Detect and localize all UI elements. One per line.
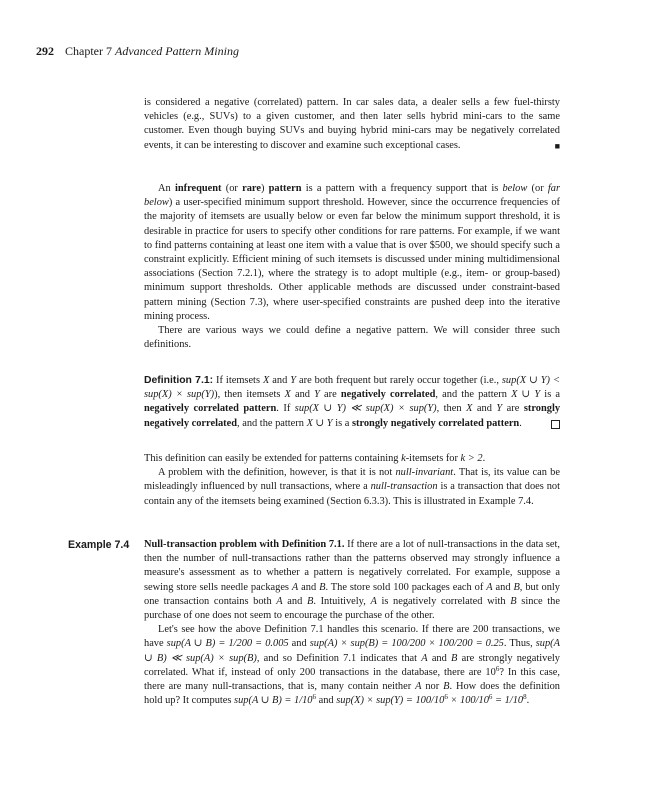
superscript: 6	[444, 693, 448, 702]
text-run: , then	[436, 403, 467, 415]
formula: sup(X ∪ Y) < sup(X) × sup(Y)	[144, 375, 560, 401]
text-run: is a	[332, 417, 352, 429]
formula: = 1/10	[492, 695, 524, 707]
running-header	[36, 44, 239, 59]
term-strongly-negatively-correlated-pattern: strongly negatively correlated pattern	[351, 417, 520, 429]
text-run: An	[158, 183, 175, 194]
text-run: is a transaction that does not contain any of the itemsets being examined (Section 6.3.3). This is illustrated in Example 7.4.	[144, 481, 560, 507]
text-run: and	[427, 652, 452, 664]
formula: k > 2	[460, 453, 483, 464]
emph-null-transaction: null-transaction	[370, 481, 438, 493]
text-run: . The store sold 100 packages each of	[325, 581, 487, 593]
formula: sup(A ∪ B) ≪ sup(A) × sup(B)	[144, 638, 560, 664]
superscript: 6	[495, 664, 500, 673]
superscript: 8	[523, 693, 527, 702]
var-y: Y	[290, 375, 297, 386]
var-a: A	[486, 581, 493, 593]
text-run: and	[316, 695, 337, 707]
formula: sup(X ∪ Y) ≪ sup(X) × sup(Y)	[294, 403, 437, 415]
paragraph-rare-pattern	[144, 182, 560, 352]
text-run: , and so Definition 7.1 indicates that	[256, 652, 422, 664]
var-k: k	[401, 453, 406, 464]
emph-far-below: far below	[144, 183, 561, 209]
formula: sup(A ∪ B) = 1/200 = 0.005	[166, 638, 289, 650]
example-label: Example 7.4	[68, 539, 130, 551]
text-run: .	[519, 417, 522, 429]
text-run: and	[269, 375, 291, 386]
text-run: and	[492, 581, 514, 593]
var-b: B	[306, 595, 314, 607]
chapter-label: Chapter 7	[65, 44, 112, 58]
definition-7-1	[144, 374, 560, 431]
superscript: 6	[312, 693, 316, 702]
var-y: Y	[314, 389, 320, 401]
term-infrequent: infrequent	[174, 183, 222, 194]
text-run: . Intuitively,	[313, 595, 371, 607]
text-run: are	[319, 389, 341, 401]
example-title: Null-transaction problem with Definition 7.1.	[144, 539, 345, 550]
emph-null-invariant: null-invariant	[395, 467, 454, 479]
var-b: B	[319, 581, 326, 593]
var-x: X	[466, 403, 473, 415]
paragraph-text: is considered a negative (correlated) pattern. In car sales data, a dealer sells a few fuel-thirsty vehicles (e.g., SUVs) to a given customer, and then later sells hybrid mini-cars to the same customer. Even though buying SUVs and buying hybrid mini-cars may be negatively correlated events, it can be interesting to discover and examine such exceptional cases.	[144, 97, 560, 151]
text-run: is negatively correlated with	[376, 595, 511, 607]
text-run: There are various ways we could define a negative pattern. We will consider three such definitions.	[144, 325, 560, 351]
text-run: -itemsets for	[405, 453, 461, 464]
superscript: 6	[488, 693, 493, 702]
var-y: Y	[496, 403, 503, 415]
paragraph-intro	[144, 96, 560, 153]
text-run: .	[482, 453, 486, 464]
paragraph-null-invariant	[144, 466, 560, 509]
text-run: and	[288, 638, 310, 650]
term-strongly-negatively-correlated: strongly negatively correlated	[144, 403, 561, 429]
var-b: B	[443, 681, 450, 693]
var-b: B	[451, 652, 458, 664]
formula: sup(A ∪ B) = 1/10	[234, 695, 313, 707]
text-run: and	[290, 389, 315, 401]
text-run: This definition can easily be extended for patterns containing	[144, 453, 402, 464]
text-run: and	[298, 581, 320, 593]
var-a: A	[421, 652, 428, 664]
var-x: X	[284, 389, 291, 401]
formula: sup(A) × sup(B) = 100/200 × 100/200 = 0.25	[309, 638, 504, 650]
text-run: . Thus,	[503, 638, 536, 650]
text-run: If there are a lot of null-transactions in the data set, then the number of null-transactions rather than the patterns observed may strongly influence a measure's assessment as to whether a pattern is negatively correlated. For example, suppose a sewing store sells needle packages	[144, 539, 560, 593]
text-run: and	[282, 595, 307, 607]
var-a: A	[415, 681, 422, 693]
definition-label: Definition 7.1:	[144, 375, 214, 386]
text-run: , but only one transaction contains both	[144, 581, 560, 607]
term-rare: rare	[242, 183, 261, 194]
text-run: . How does the definition hold up? It computes	[144, 681, 561, 707]
text-run: is a	[540, 389, 560, 401]
text-run: Let's see how the above Definition 7.1 handles this scenario. If there are 200 transactions, we have	[144, 624, 560, 650]
text-run: are	[502, 403, 524, 415]
text-run: , and the pattern	[237, 417, 307, 429]
text-run: are strongly negatively correlated. What if, instead of only 200 transactions in the database, there are 10	[144, 652, 561, 678]
paragraph-three-definitions	[144, 324, 560, 352]
text-run: )	[260, 183, 269, 194]
var-a: A	[276, 595, 283, 607]
term-pattern: pattern	[268, 183, 302, 194]
text-run: A problem with the definition, however, is that it is not	[158, 467, 396, 479]
text-run: (or	[221, 183, 243, 194]
emph-below: below	[502, 183, 528, 194]
text-run: and	[472, 403, 497, 415]
text-run: since the purchase of one does not seem to encourage the purchase of the other.	[144, 595, 560, 622]
example-paragraph-2	[144, 623, 560, 708]
page-number: 292	[36, 44, 54, 58]
term-negatively-correlated-pattern: negatively correlated pattern	[144, 403, 277, 415]
example-7-4	[144, 538, 560, 708]
end-of-definition-box	[551, 420, 560, 429]
end-of-example-mark: ■	[554, 140, 560, 151]
text-run: , and the pattern	[435, 389, 512, 401]
text-run: ) a user-specified minimum support threshold. However, since the occurrence frequencies of the majority of itemsets are usually below or even far below the minimum support threshold, it is desirable in practice for users to specify other conditions for rare patterns. For example, if we want to find patterns containing at least one item with a value that is over $500, we should specify such a constraint explicitly. Efficient mining of such itemsets is discussed under mining multidimensional associations (Section 7.2.1), where the strategy is to adopt multiple (e.g., item- or group-based) minimum support thresholds. Other applicable methods are discussed under constraint-based pattern mining (Section 7.3), where user-specified constraints are pushed deep into the iterative mining process.	[144, 197, 560, 322]
formula: sup(X) × sup(Y) = 100/10	[336, 695, 445, 707]
paragraph-extension	[144, 452, 560, 509]
text-run: . If	[276, 403, 295, 415]
chapter-title: Advanced Pattern Mining	[115, 44, 239, 58]
text-run: .	[526, 695, 530, 707]
var-x: X	[262, 375, 270, 386]
text-run: . That is, its value can be misleadingly influenced by null transactions, where a	[144, 467, 560, 493]
text-run: are both frequent but rarely occur together (i.e.,	[296, 375, 502, 386]
text-run: (or	[527, 183, 548, 194]
term-negatively-correlated: negatively correlated	[340, 389, 436, 401]
text-run: nor	[421, 681, 444, 693]
var-b: B	[510, 595, 517, 607]
text-run: ), then itemsets	[214, 389, 285, 401]
var-b: B	[513, 581, 520, 593]
var-a: A	[370, 595, 377, 607]
formula: X ∪ Y	[511, 389, 541, 401]
formula: × 100/10	[447, 695, 489, 707]
text-run: is a pattern with a frequency support that is	[301, 183, 503, 194]
var-a: A	[291, 581, 299, 593]
text-run: ? In this case, there are many null-transactions, that is, many contain neither	[144, 666, 560, 693]
formula: X ∪ Y	[306, 417, 333, 429]
text-run: If itemsets	[213, 375, 263, 386]
